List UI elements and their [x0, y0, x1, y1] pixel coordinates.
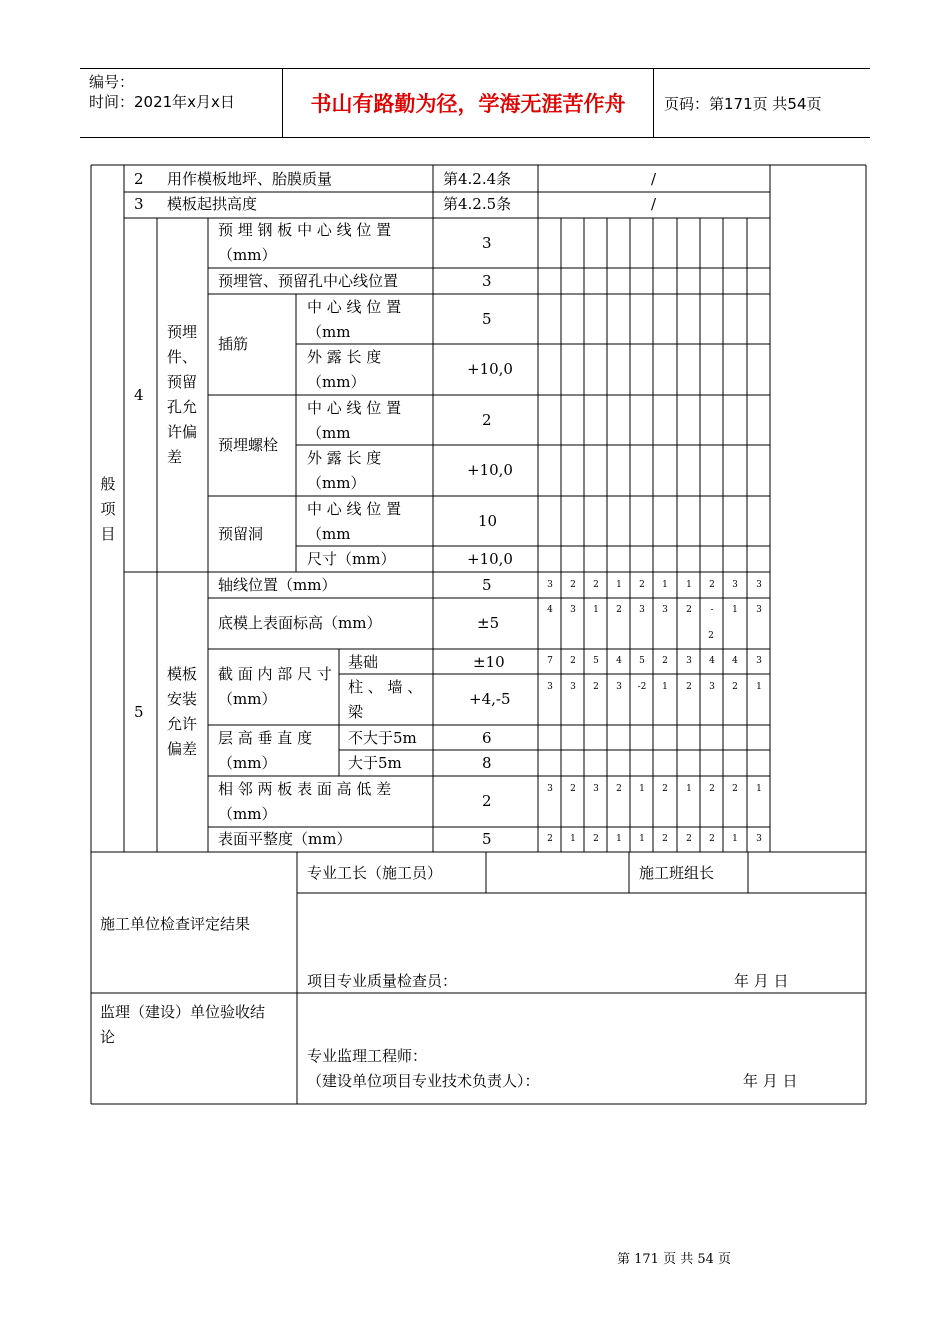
bolt-label: 预埋螺栓 — [218, 436, 279, 454]
column-label-2: 梁 — [348, 703, 364, 721]
hole-size-label: 尺寸（mm） — [307, 550, 396, 568]
measurement-cell: 2 — [686, 682, 692, 692]
measurement-cell: 1 — [616, 580, 622, 590]
supervise-title: 监理（建设）单位验收结 — [100, 1003, 266, 1021]
section-label-1: 般 — [100, 475, 116, 493]
bottom-value: ±5 — [477, 614, 500, 632]
measurement-cell: 1 — [639, 834, 645, 844]
row-value: / — [651, 195, 657, 213]
vertical-a-value: 6 — [482, 729, 492, 747]
hole-center-unit: （mm — [307, 525, 351, 543]
page-footer: 第 171 页 共 54 页 — [617, 1252, 732, 1267]
measurement-cell: 5 — [593, 656, 599, 666]
rebar-label: 插筋 — [218, 335, 249, 353]
measurement-cell: 1 — [616, 834, 622, 844]
bolt-center-unit: （mm — [307, 424, 351, 442]
date-label: 时间：2021年x月x日 — [89, 93, 235, 111]
measurement-cell: 3 — [547, 580, 553, 590]
measurement-cell: 1 — [639, 784, 645, 794]
measurement-cell: 3 — [593, 784, 599, 794]
measurement-cell: 3 — [547, 682, 553, 692]
section-dim-label: 截 面 内 部 尺 寸 — [218, 665, 332, 683]
measurement-cell: 2 — [709, 580, 715, 590]
adjacent-unit: （mm） — [218, 805, 277, 823]
vertical-b-label: 大于5m — [348, 754, 402, 772]
measurement-cell: 3 — [756, 605, 762, 615]
group5-no: 5 — [134, 703, 144, 721]
measurement-cell: 1 — [570, 834, 576, 844]
axis-label: 轴线位置（mm） — [218, 576, 337, 594]
plate-value: 3 — [482, 234, 492, 252]
vertical-b-value: 8 — [482, 754, 492, 772]
measurement-cell: 3 — [616, 682, 622, 692]
leader-label: 施工班组长 — [639, 864, 715, 882]
measurement-cell: 2 — [709, 784, 715, 794]
group5-name-4: 偏差 — [167, 740, 198, 758]
measurement-cell: 2 — [593, 580, 599, 590]
rebar-expose-value: +10,0 — [467, 360, 513, 378]
rebar-expose-label: 外 露 长 度 — [307, 348, 382, 366]
plate-label: 预 埋 钢 板 中 心 线 位 置 — [218, 221, 392, 239]
measurement-cell: 2 — [639, 580, 645, 590]
adjacent-value: 2 — [482, 792, 492, 810]
measurement-cell: 2 — [708, 631, 714, 641]
group5-name-1: 模板 — [167, 665, 198, 683]
measurement-cell: 1 — [593, 605, 599, 615]
measurement-cell: 2 — [686, 605, 692, 615]
measurement-cell: 2 — [732, 682, 738, 692]
group4-name-2: 件、 — [167, 348, 198, 366]
group5-name-3: 允许 — [167, 715, 198, 733]
measurement-cell: 3 — [756, 656, 762, 666]
measurement-cell: 2 — [616, 605, 622, 615]
measurement-cell: 2 — [547, 834, 553, 844]
row-item: 用作模板地坪、胎膜质量 — [167, 170, 333, 188]
measurement-cell: 4 — [616, 656, 622, 666]
flatness-label: 表面平整度（mm） — [218, 830, 352, 848]
inspector-label: 项目专业质量检查员： — [307, 972, 458, 990]
group5-name-2: 安装 — [167, 690, 198, 708]
bolt-expose-unit: （mm） — [307, 474, 366, 492]
measurement-cell: 2 — [593, 834, 599, 844]
measurement-cell: 2 — [570, 784, 576, 794]
measurement-cell: 1 — [756, 682, 762, 692]
measurement-cell: 7 — [547, 656, 553, 666]
measurement-cell: 3 — [547, 784, 553, 794]
measurement-cell: 1 — [732, 605, 738, 615]
bolt-center-label: 中 心 线 位 置 — [307, 399, 402, 417]
section-label-3: 目 — [100, 525, 116, 543]
row-value: / — [651, 170, 657, 188]
bolt-expose-value: +10,0 — [467, 461, 513, 479]
section-dim-unit: （mm） — [218, 690, 277, 708]
measurement-cell: 4 — [547, 605, 553, 615]
measurement-cell: 2 — [593, 682, 599, 692]
rebar-center-value: 5 — [482, 310, 492, 328]
measurement-cell: 2 — [570, 580, 576, 590]
group4-no: 4 — [134, 386, 144, 404]
page-info: 页码：第171页 共54页 — [664, 94, 822, 113]
measurement-cell: -2 — [637, 682, 647, 692]
owner-label: （建设单位项目专业技术负责人）： — [307, 1072, 540, 1090]
rebar-center-unit: （mm — [307, 323, 351, 341]
group4-name-3: 预留 — [167, 373, 198, 391]
row-clause: 第4.2.5条 — [443, 195, 512, 213]
vertical-unit: （mm） — [218, 754, 277, 772]
check-date: 年 月 日 — [734, 972, 789, 990]
measurement-cell: 2 — [686, 834, 692, 844]
measurement-cell: 3 — [662, 605, 668, 615]
measurement-cell: - — [710, 605, 714, 615]
measurement-cell: 3 — [732, 580, 738, 590]
bolt-expose-label: 外 露 长 度 — [307, 449, 382, 467]
measurement-cell: 1 — [662, 580, 668, 590]
measurement-cell: 3 — [756, 834, 762, 844]
row-no: 3 — [134, 195, 144, 213]
vertical-label: 层 高 垂 直 度 — [218, 729, 313, 747]
measurement-cell: 5 — [639, 656, 645, 666]
motto: 书山有路勤为径，学海无涯苦作舟 — [283, 69, 654, 137]
adjacent-label: 相 邻 两 板 表 面 高 低 差 — [218, 780, 392, 798]
foreman-label: 专业工长（施工员） — [307, 864, 443, 882]
engineer-label: 专业监理工程师： — [307, 1047, 428, 1065]
row-item: 模板起拱高度 — [167, 195, 258, 213]
flatness-value: 5 — [482, 830, 492, 848]
group4-name-6: 差 — [167, 448, 183, 466]
measurement-cell: 3 — [570, 682, 576, 692]
column-label: 柱 、 墙 、 — [348, 678, 423, 696]
axis-value: 5 — [482, 576, 492, 594]
measurement-cell: 2 — [732, 784, 738, 794]
measurement-cell: 3 — [709, 682, 715, 692]
measurement-cell: 1 — [686, 784, 692, 794]
measurement-cell: 2 — [662, 784, 668, 794]
measurement-cell: 1 — [686, 580, 692, 590]
bolt-center-value: 2 — [482, 411, 492, 429]
measurement-cell: 2 — [662, 834, 668, 844]
group4-name-1: 预埋 — [167, 323, 198, 341]
measurement-cell: 3 — [756, 580, 762, 590]
plate-label-unit: （mm） — [218, 246, 277, 264]
row-clause: 第4.2.4条 — [443, 170, 512, 188]
measurement-cell: 2 — [616, 784, 622, 794]
supervise-title-2: 论 — [100, 1028, 116, 1046]
hole-label: 预留洞 — [218, 525, 264, 543]
measurement-cell: 3 — [686, 656, 692, 666]
check-title: 施工单位检查评定结果 — [100, 915, 251, 933]
hole-center-label: 中 心 线 位 置 — [307, 500, 402, 518]
measurement-cell: 2 — [709, 834, 715, 844]
pipe-label: 预埋管、预留孔中心线位置 — [218, 272, 399, 290]
measurement-cell: 4 — [709, 656, 715, 666]
rebar-expose-unit: （mm） — [307, 373, 366, 391]
vertical-a-label: 不大于5m — [348, 729, 417, 747]
measurement-cell: 1 — [756, 784, 762, 794]
rebar-center-label: 中 心 线 位 置 — [307, 298, 402, 316]
hole-size-value: +10,0 — [467, 550, 513, 568]
measurement-cell: 4 — [732, 656, 738, 666]
foundation-value: ±10 — [473, 653, 505, 671]
code-label: 编号： — [89, 73, 135, 91]
group4-name-5: 许偏 — [167, 423, 198, 441]
bottom-label: 底模上表面标高（mm） — [218, 614, 382, 632]
supervise-date: 年 月 日 — [743, 1072, 798, 1090]
measurement-cell: 3 — [570, 605, 576, 615]
measurement-cell: 2 — [662, 656, 668, 666]
group4-name-4: 孔允 — [167, 398, 198, 416]
pipe-value: 3 — [482, 272, 492, 290]
section-label-2: 项 — [100, 500, 116, 518]
measurement-cell: 1 — [732, 834, 738, 844]
row-no: 2 — [134, 170, 144, 188]
measurement-cell: 2 — [570, 656, 576, 666]
foundation-label: 基础 — [348, 653, 379, 671]
column-value: +4,-5 — [469, 690, 511, 708]
measurement-cell: 1 — [662, 682, 668, 692]
hole-center-value: 10 — [478, 512, 498, 530]
measurement-cell: 3 — [639, 605, 645, 615]
